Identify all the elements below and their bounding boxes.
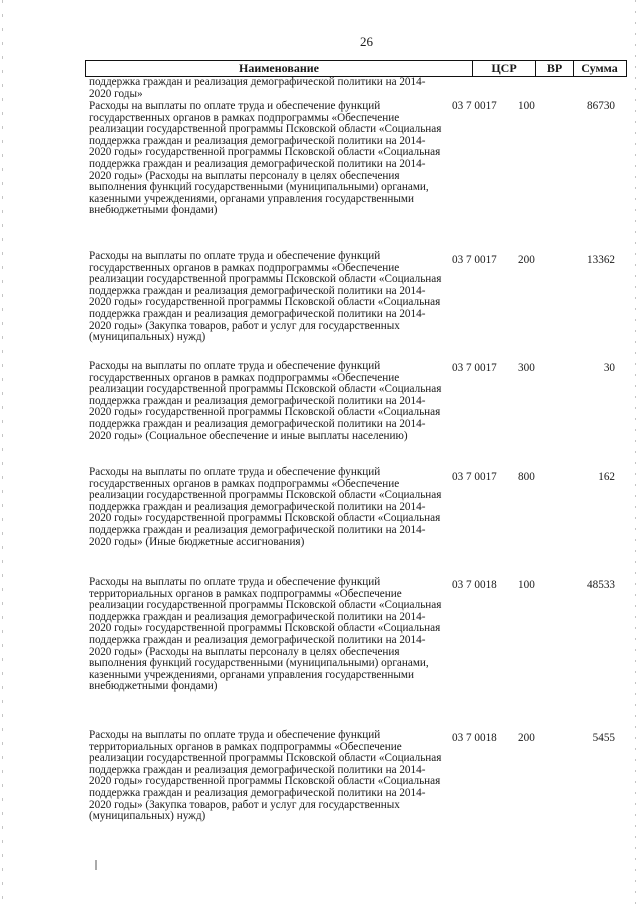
scan-mark: [95, 860, 97, 870]
page-number: 26: [360, 34, 373, 49]
scan-edge-right: [635, 0, 636, 905]
row-5-csr: 03 7 0018: [452, 579, 497, 591]
row-4-csr: 03 7 0017: [452, 471, 497, 483]
row-1-sum: 86730: [587, 100, 615, 112]
header-sum: Сумма: [581, 61, 618, 75]
header-vr: ВР: [536, 61, 574, 76]
row-3-vr: 300: [518, 362, 535, 374]
scan-edge-left: [2, 0, 3, 905]
row-3-text: Расходы на выплаты по оплате труда и обеспечение функций государственных органов в рамках подпрограммы «Обеспечение реализации государственной программы Псковской области «Социальная поддержка граждан и реализация демографической политики на 2014-2020 годы» государственной программы Псковской области «Социальная поддержка граждан и реализация демографической политики на 2014-2020 годы» (Социальное обеспечение и иные выплаты населению): [89, 360, 442, 442]
row-6-text: Расходы на выплаты по оплате труда и обеспечение функций территориальных органов в рамках подпрограммы «Обеспечение реализации государственной программы Псковской области «Социальная поддержка граждан и реализация демографической политики на 2014-2020 годы» государственной программы Псковской области «Социальная поддержка граждан и реализация демографической политики на 2014-2020 годы» (Закупка товаров, работ и услуг для государственных (муниципальных) нужд): [89, 729, 442, 823]
row-1-text: Расходы на выплаты по оплате труда и обеспечение функций государственных органов в рамках подпрограммы «Обеспечение реализации государственной программы Псковской области «Социальная поддержка граждан и реализация демографической политики на 2014-2020 годы» государственной программы Псковской области «Социальная поддержка граждан и реализация демографической политики на 2014-2020 годы» (Расходы на выплаты персоналу в целях обеспечения выполнения функций государственными (муниципальными) органами, казенными учреждениями, органами управления государственными внебюджетными фондами): [89, 100, 442, 217]
header-csr: ЦСР: [473, 61, 536, 76]
row-1-csr: 03 7 0017: [452, 100, 497, 112]
table-header: [85, 60, 627, 77]
row-6-sum: 5455: [592, 732, 615, 744]
carryover-text: поддержка граждан и реализация демографической политики на 2014-2020 годы»: [89, 76, 426, 100]
row-4-vr: 800: [518, 471, 535, 483]
row-5-vr: 100: [518, 579, 535, 591]
row-5-text: Расходы на выплаты по оплате труда и обеспечение функций территориальных органов в рамках подпрограммы «Обеспечение реализации государственной программы Псковской области «Социальная поддержка граждан и реализация демографической политики на 2014-2020 годы» государственной программы Псковской области «Социальная поддержка граждан и реализация демографической политики на 2014-2020 годы» (Расходы на выплаты персоналу в целях обеспечения выполнения функций государственными (муниципальными) органами, казенными учреждениями, органами управления государственными внебюджетными фондами): [89, 576, 442, 693]
row-1-vr: 100: [518, 100, 535, 112]
row-2-vr: 200: [518, 254, 535, 266]
row-4-text: Расходы на выплаты по оплате труда и обеспечение функций государственных органов в рамках подпрограммы «Обеспечение реализации государственной программы Псковской области «Социальная поддержка граждан и реализация демографической политики на 2014-2020 годы» государственной программы Псковской области «Социальная поддержка граждан и реализация демографической политики на 2014-2020 годы» (Иные бюджетные ассигнования): [89, 466, 442, 548]
row-6-vr: 200: [518, 732, 535, 744]
row-4-sum: 162: [598, 471, 615, 483]
row-6-csr: 03 7 0018: [452, 732, 497, 744]
row-3-csr: 03 7 0017: [452, 362, 497, 374]
row-5-sum: 48533: [587, 579, 615, 591]
header-name: Наименование: [86, 61, 473, 76]
row-3-sum: 30: [603, 362, 615, 374]
row-2-text: Расходы на выплаты по оплате труда и обеспечение функций государственных органов в рамках подпрограммы «Обеспечение реализации государственной программы Псковской области «Социальная поддержка граждан и реализация демографической политики на 2014-2020 годы» государственной программы Псковской области «Социальная поддержка граждан и реализация демографической политики на 2014-2020 годы» (Закупка товаров, работ и услуг для государственных (муниципальных) нужд): [89, 250, 442, 344]
row-2-csr: 03 7 0017: [452, 254, 497, 266]
row-2-sum: 13362: [587, 254, 615, 266]
